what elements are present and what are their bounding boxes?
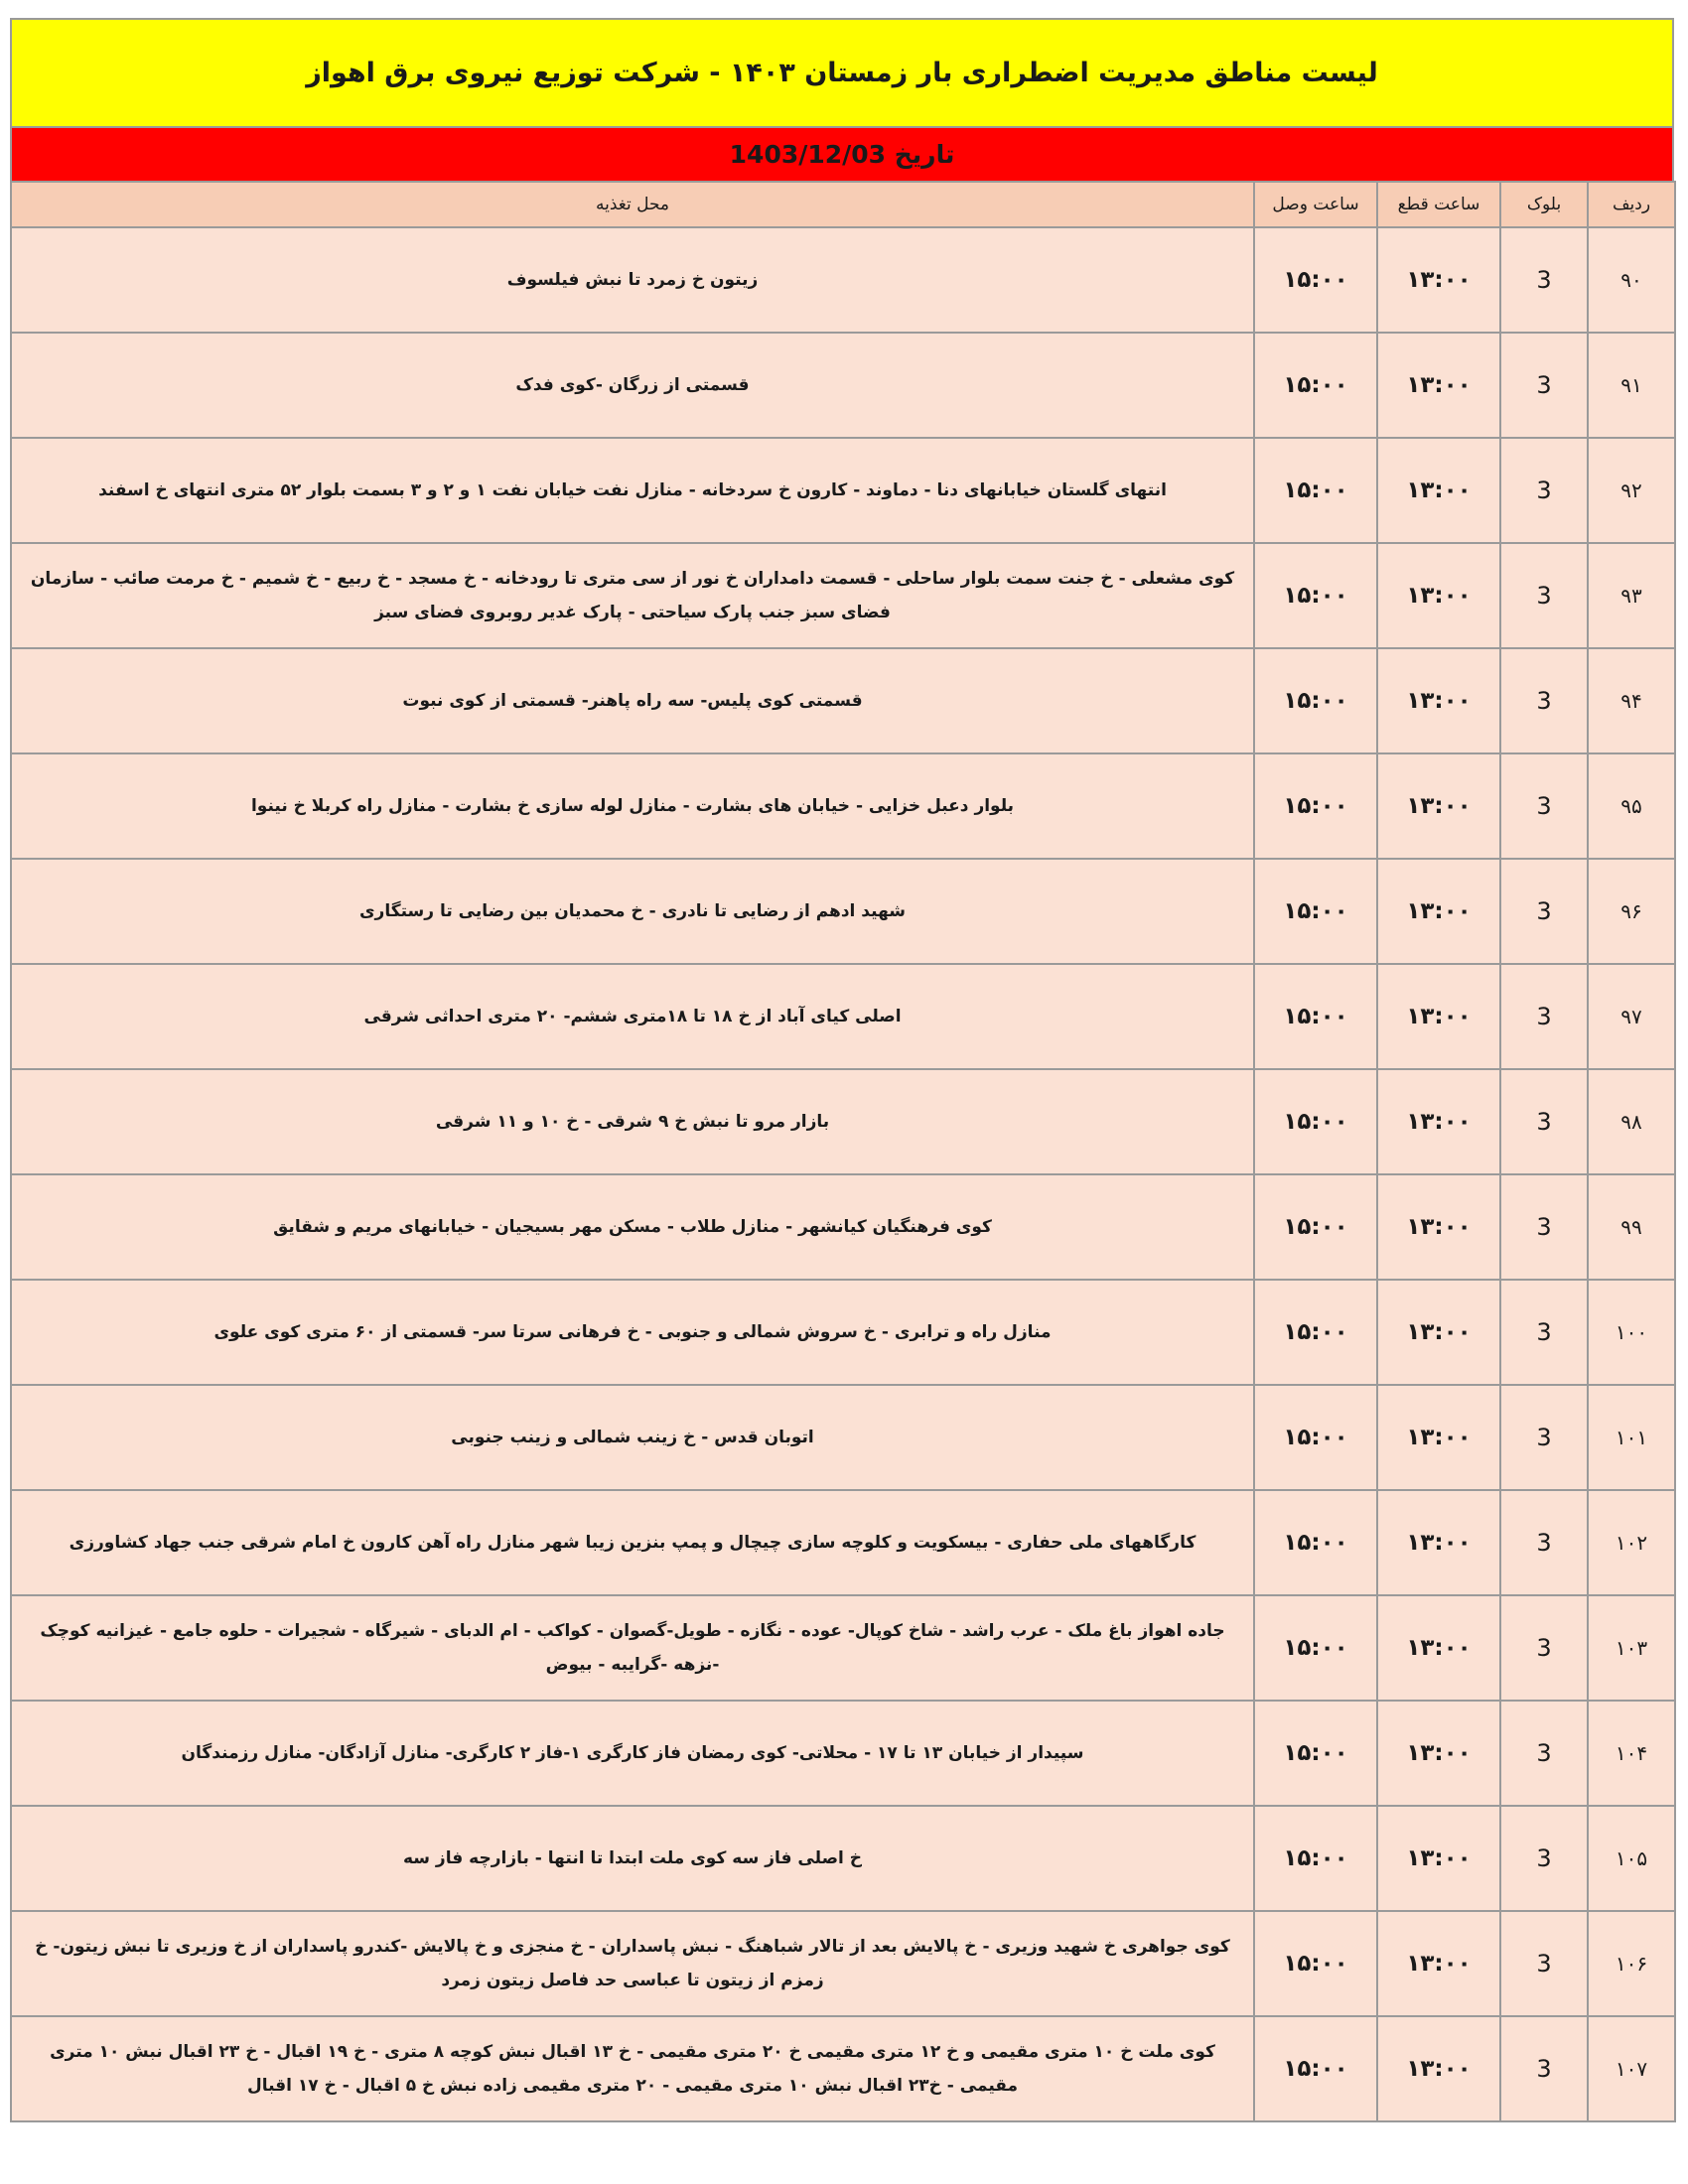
- cell-location: کوی مشعلی - خ جنت سمت بلوار ساحلی - قسمت دامداران خ نور از سی متری تا رودخانه - خ مسجد - خ ربیع - خ شمیم - خ مرمت صائب - سازمان فضای سبز جنب پارک سیاحتی - پارک غدیر روبروی فضای سبز: [11, 543, 1254, 648]
- table-row: [11, 543, 1675, 648]
- table-row: [11, 333, 1675, 438]
- cell-cut-time: ۱۳:۰۰: [1377, 227, 1500, 333]
- date-banner: [10, 126, 1674, 181]
- cell-row-number: ۱۰۱: [1588, 1385, 1675, 1490]
- cell-block: 3: [1500, 859, 1588, 964]
- cell-cut-time: ۱۳:۰۰: [1377, 1490, 1500, 1595]
- cell-cut-time: ۱۳:۰۰: [1377, 1385, 1500, 1490]
- cell-location: اصلی کیای آباد از خ ۱۸ تا ۱۸متری ششم- ۲۰ متری احداثی شرقی: [11, 964, 1254, 1069]
- cell-block: 3: [1500, 1806, 1588, 1911]
- table-row: [11, 753, 1675, 859]
- cell-location: کوی فرهنگیان کیانشهر - منازل طلاب - مسکن مهر بسیجیان - خیابانهای مریم و شقایق: [11, 1174, 1254, 1280]
- cell-connect-time: ۱۵:۰۰: [1254, 753, 1377, 859]
- page-title-text: لیست مناطق مدیریت اضطراری بار زمستان ۱۴۰۳ - شرکت توزیع نیروی برق اهواز: [306, 58, 1378, 88]
- table-row: [11, 1280, 1675, 1385]
- cell-row-number: ۹۴: [1588, 648, 1675, 753]
- cell-row-number: ۱۰۲: [1588, 1490, 1675, 1595]
- cell-cut-time: ۱۳:۰۰: [1377, 438, 1500, 543]
- cell-block: 3: [1500, 1911, 1588, 2016]
- cell-cut-time: ۱۳:۰۰: [1377, 1911, 1500, 2016]
- cell-block: 3: [1500, 1701, 1588, 1806]
- cell-cut-time: ۱۳:۰۰: [1377, 1701, 1500, 1806]
- table-row: [11, 2016, 1675, 2121]
- cell-block: 3: [1500, 1280, 1588, 1385]
- cell-connect-time: ۱۵:۰۰: [1254, 1069, 1377, 1174]
- cell-connect-time: ۱۵:۰۰: [1254, 964, 1377, 1069]
- cell-block: 3: [1500, 648, 1588, 753]
- table-row: [11, 438, 1675, 543]
- cell-location: قسمتی کوی پلیس- سه راه پاهنر- قسمتی از کوی نبوت: [11, 648, 1254, 753]
- cell-block: 3: [1500, 1385, 1588, 1490]
- cell-location: انتهای گلستان خیابانهای دنا - دماوند - کارون خ سردخانه - منازل نفت خیابان نفت ۱ و ۲ و ۳ بسمت بلوار ۵۲ متری انتهای خ اسفند: [11, 438, 1254, 543]
- table-row: [11, 227, 1675, 333]
- cell-row-number: ۱۰۳: [1588, 1595, 1675, 1701]
- column-header-cut-time: ساعت قطع: [1377, 182, 1500, 227]
- column-header-row: ردیف: [1588, 182, 1675, 227]
- cell-connect-time: ۱۵:۰۰: [1254, 543, 1377, 648]
- cell-cut-time: ۱۳:۰۰: [1377, 753, 1500, 859]
- cell-row-number: ۹۷: [1588, 964, 1675, 1069]
- cell-block: 3: [1500, 1490, 1588, 1595]
- table-row: [11, 1911, 1675, 2016]
- cell-location: زیتون خ زمرد تا نبش فیلسوف: [11, 227, 1254, 333]
- cell-cut-time: ۱۳:۰۰: [1377, 333, 1500, 438]
- cell-cut-time: ۱۳:۰۰: [1377, 543, 1500, 648]
- cell-location: اتوبان قدس - خ زینب شمالی و زینب جنوبی: [11, 1385, 1254, 1490]
- table-row: [11, 1069, 1675, 1174]
- cell-row-number: ۹۸: [1588, 1069, 1675, 1174]
- cell-block: 3: [1500, 1595, 1588, 1701]
- cell-connect-time: ۱۵:۰۰: [1254, 1806, 1377, 1911]
- cell-connect-time: ۱۵:۰۰: [1254, 859, 1377, 964]
- cell-row-number: ۱۰۵: [1588, 1806, 1675, 1911]
- cell-connect-time: ۱۵:۰۰: [1254, 1385, 1377, 1490]
- column-header-connect-time: ساعت وصل: [1254, 182, 1377, 227]
- table-row: [11, 1490, 1675, 1595]
- cell-cut-time: ۱۳:۰۰: [1377, 2016, 1500, 2121]
- table-row: [11, 1174, 1675, 1280]
- table-row: [11, 964, 1675, 1069]
- cell-connect-time: ۱۵:۰۰: [1254, 438, 1377, 543]
- date-text: تاریخ 1403/12/03: [729, 140, 955, 169]
- cell-location: خ اصلی فاز سه کوی ملت ابتدا تا انتها - بازارچه فاز سه: [11, 1806, 1254, 1911]
- cell-block: 3: [1500, 543, 1588, 648]
- cell-block: 3: [1500, 1174, 1588, 1280]
- cell-location: بلوار دعبل خزایی - خیابان های بشارت - منازل لوله سازی خ بشارت - منازل راه کربلا خ نینوا: [11, 753, 1254, 859]
- cell-row-number: ۹۹: [1588, 1174, 1675, 1280]
- cell-row-number: ۱۰۶: [1588, 1911, 1675, 2016]
- table-row: [11, 1701, 1675, 1806]
- cell-cut-time: ۱۳:۰۰: [1377, 964, 1500, 1069]
- table-row: [11, 1595, 1675, 1701]
- cell-block: 3: [1500, 438, 1588, 543]
- cell-block: 3: [1500, 2016, 1588, 2121]
- table-row: [11, 1806, 1675, 1911]
- cell-connect-time: ۱۵:۰۰: [1254, 1701, 1377, 1806]
- cell-row-number: ۹۶: [1588, 859, 1675, 964]
- cell-block: 3: [1500, 1069, 1588, 1174]
- cell-cut-time: ۱۳:۰۰: [1377, 1174, 1500, 1280]
- column-header-location: محل تغذیه: [11, 182, 1254, 227]
- cell-cut-time: ۱۳:۰۰: [1377, 1806, 1500, 1911]
- cell-row-number: ۹۱: [1588, 333, 1675, 438]
- cell-row-number: ۹۳: [1588, 543, 1675, 648]
- cell-cut-time: ۱۳:۰۰: [1377, 1280, 1500, 1385]
- cell-cut-time: ۱۳:۰۰: [1377, 648, 1500, 753]
- schedule-sheet: [10, 18, 1674, 2122]
- cell-location: بازار مرو تا نبش خ ۹ شرقی - خ ۱۰ و ۱۱ شرقی: [11, 1069, 1254, 1174]
- table-header-row: [11, 182, 1675, 227]
- table-body: [11, 227, 1675, 2121]
- cell-location: کوی ملت خ ۱۰ متری مقیمی و خ ۱۲ متری مقیمی خ ۲۰ متری مقیمی - خ ۱۳ اقبال نبش کوچه ۸ متری - خ ۱۹ اقبال - خ ۲۳ اقبال نبش ۱۰ متری مقیمی - خ۲۳ اقبال نبش ۱۰ متری مقیمی - ۲۰ متری مقیمی زاده نبش خ ۵ اقبال - خ ۱۷ اقبال: [11, 2016, 1254, 2121]
- cell-block: 3: [1500, 964, 1588, 1069]
- cell-location: کوی جواهری خ شهید وزیری - خ پالایش بعد از تالار شباهنگ - نبش پاسداران - خ منجزی و خ پالایش -کندرو پاسداران از خ وزیری تا نبش زیتون- خ زمزم از زیتون تا عباسی حد فاصل زیتون زمرد: [11, 1911, 1254, 2016]
- cell-block: 3: [1500, 333, 1588, 438]
- cell-connect-time: ۱۵:۰۰: [1254, 648, 1377, 753]
- cell-location: جاده اهواز باغ ملک - عرب راشد - شاخ کوپال- عوده - نگازه - طویل-گصوان - کواکب - ام الدبای - شیرگاه - شجیرات - حلوه جامع - غیزانیه کوچک -نزهه -گرایبه - بیوض: [11, 1595, 1254, 1701]
- cell-location: شهید ادهم از رضایی تا نادری - خ محمدیان بین رضایی تا رستگاری: [11, 859, 1254, 964]
- cell-row-number: ۱۰۰: [1588, 1280, 1675, 1385]
- page-title: [10, 18, 1674, 126]
- cell-row-number: ۹۵: [1588, 753, 1675, 859]
- cell-connect-time: ۱۵:۰۰: [1254, 1280, 1377, 1385]
- cell-location: منازل راه و ترابری - خ سروش شمالی و جنوبی - خ فرهانی سرتا سر- قسمتی از ۶۰ متری کوی علوی: [11, 1280, 1254, 1385]
- cell-row-number: ۹۰: [1588, 227, 1675, 333]
- cell-location: کارگاههای ملی حفاری - بیسکویت و کلوچه سازی چیچال و پمپ بنزین زیبا شهر منازل راه آهن کارون خ امام شرقی جنب جهاد کشاورزی: [11, 1490, 1254, 1595]
- cell-cut-time: ۱۳:۰۰: [1377, 859, 1500, 964]
- cell-connect-time: ۱۵:۰۰: [1254, 1595, 1377, 1701]
- cell-connect-time: ۱۵:۰۰: [1254, 1174, 1377, 1280]
- column-header-block: بلوک: [1500, 182, 1588, 227]
- cell-block: 3: [1500, 227, 1588, 333]
- cell-connect-time: ۱۵:۰۰: [1254, 2016, 1377, 2121]
- cell-row-number: ۹۲: [1588, 438, 1675, 543]
- table-row: [11, 1385, 1675, 1490]
- table-row: [11, 648, 1675, 753]
- cell-location: قسمتی از زرگان -کوی فدک: [11, 333, 1254, 438]
- cell-row-number: ۱۰۴: [1588, 1701, 1675, 1806]
- cell-cut-time: ۱۳:۰۰: [1377, 1069, 1500, 1174]
- cell-location: سپیدار از خیابان ۱۳ تا ۱۷ - محلاتی- کوی رمضان فاز کارگری ۱-فاز ۲ کارگری- منازل آزادگان- منازل رزمندگان: [11, 1701, 1254, 1806]
- cell-connect-time: ۱۵:۰۰: [1254, 1911, 1377, 2016]
- cell-block: 3: [1500, 753, 1588, 859]
- cell-connect-time: ۱۵:۰۰: [1254, 227, 1377, 333]
- cell-row-number: ۱۰۷: [1588, 2016, 1675, 2121]
- cell-connect-time: ۱۵:۰۰: [1254, 333, 1377, 438]
- outage-table: [10, 181, 1676, 2122]
- table-row: [11, 859, 1675, 964]
- cell-connect-time: ۱۵:۰۰: [1254, 1490, 1377, 1595]
- cell-cut-time: ۱۳:۰۰: [1377, 1595, 1500, 1701]
